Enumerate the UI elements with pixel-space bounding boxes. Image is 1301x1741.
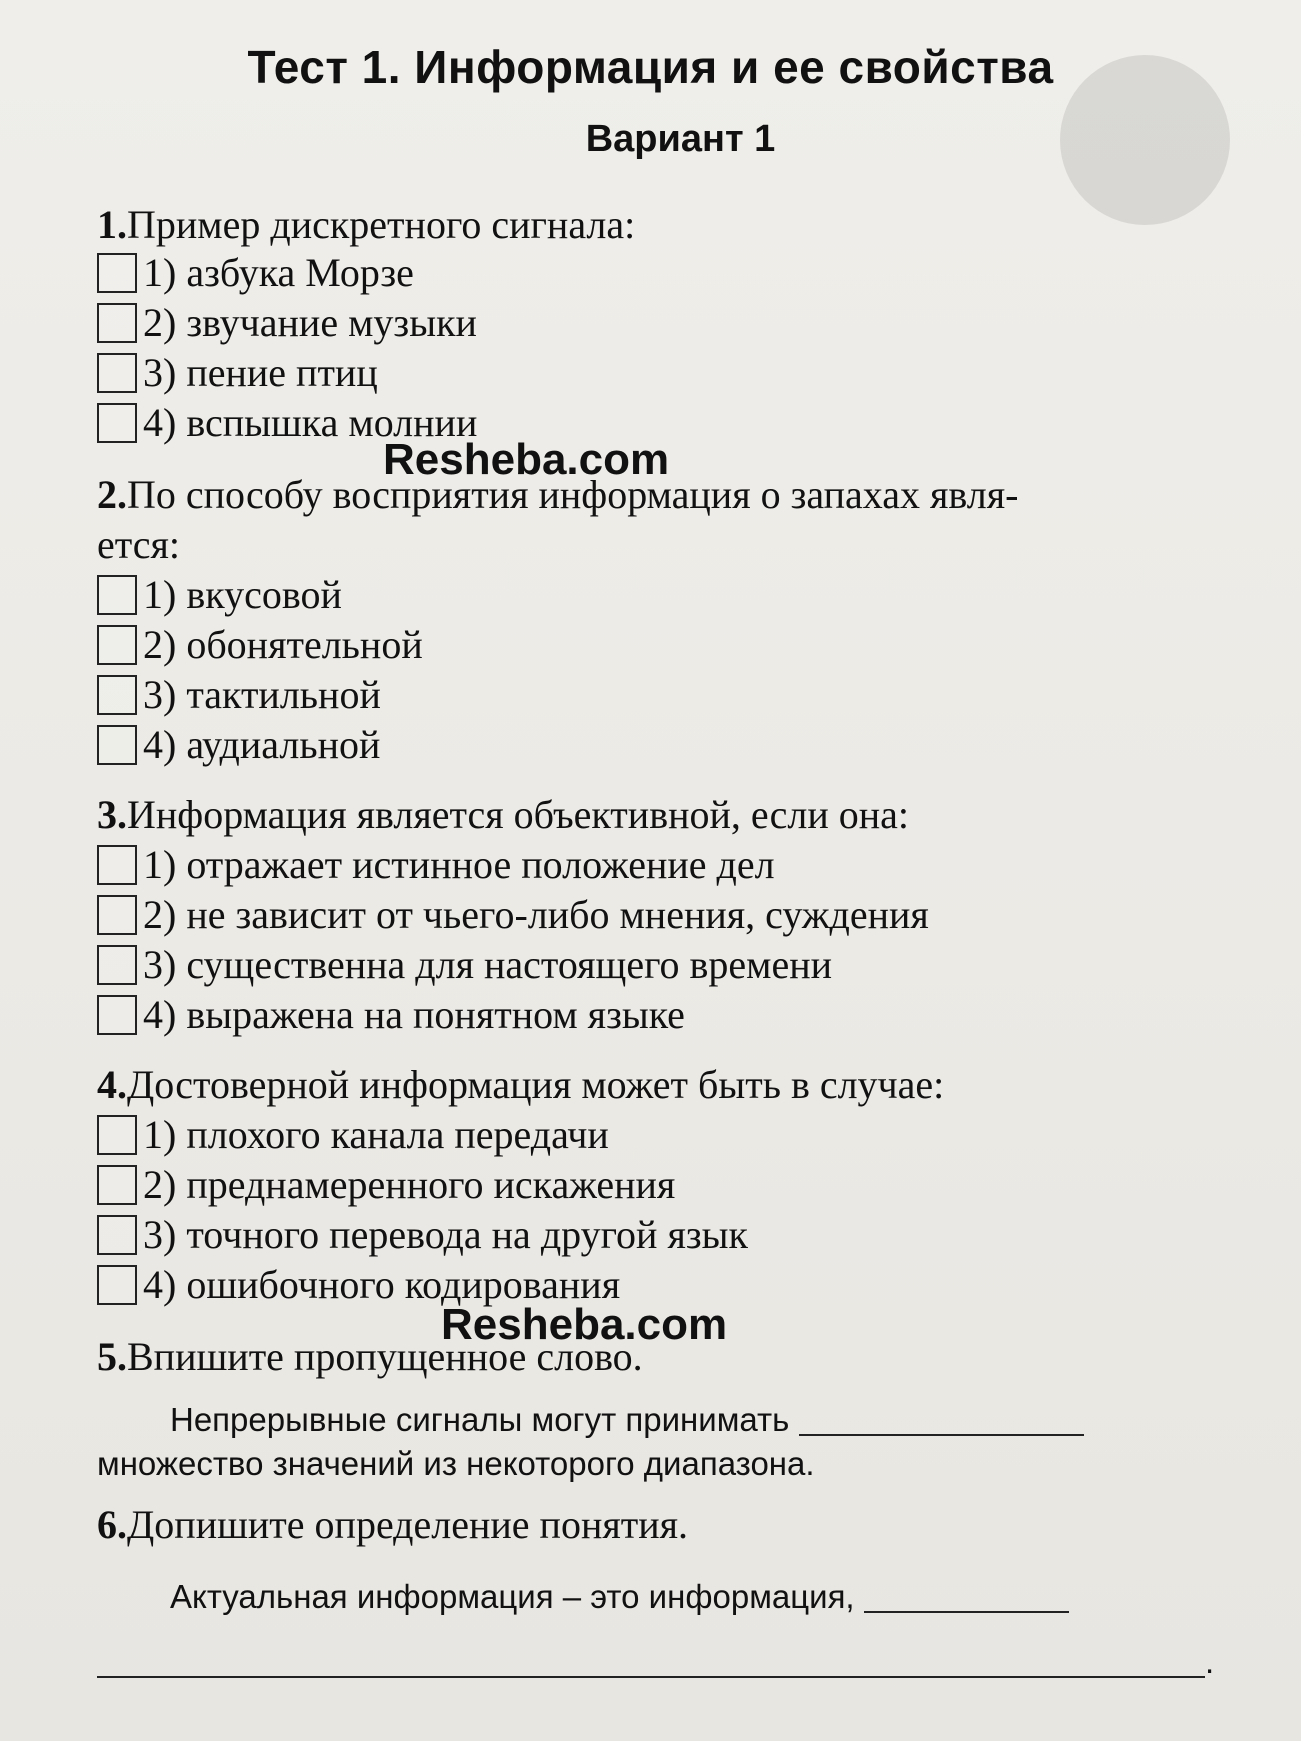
question-number: 1.: [97, 202, 127, 247]
checkbox[interactable]: [97, 675, 137, 715]
question-3: [97, 792, 910, 837]
q6-answer-blank-2[interactable]: [97, 1640, 1205, 1678]
option-label: 1) отражает истинное положение дел: [143, 842, 775, 887]
question-6: [97, 1502, 689, 1547]
question-text: По способу восприятия информация о запахах явля-: [127, 472, 1019, 517]
q3-option-4[interactable]: [97, 992, 685, 1037]
option-label: 2) звучание музыки: [143, 300, 477, 345]
q1-option-1[interactable]: [97, 250, 414, 295]
question-2-cont: ется:: [97, 522, 180, 567]
checkbox[interactable]: [97, 1265, 137, 1305]
question-text: Достоверной информация может быть в случае:: [127, 1062, 945, 1107]
q3-option-3[interactable]: [97, 942, 833, 987]
checkbox[interactable]: [97, 353, 137, 393]
checkbox[interactable]: [97, 845, 137, 885]
option-label: 4) аудиальной: [143, 722, 381, 767]
checkbox[interactable]: [97, 1215, 137, 1255]
checkbox[interactable]: [97, 945, 137, 985]
q6-answer-blank-1[interactable]: [864, 1575, 1069, 1613]
q4-option-3[interactable]: [97, 1212, 748, 1257]
checkbox[interactable]: [97, 995, 137, 1035]
q2-option-3[interactable]: [97, 672, 381, 717]
option-label: 2) обонятельной: [143, 622, 423, 667]
question-4: [97, 1062, 945, 1107]
option-label: 3) тактильной: [143, 672, 381, 717]
option-label: 4) выражена на понятном языке: [143, 992, 685, 1037]
q5-sentence-line-2: множество значений из некоторого диапазона.: [97, 1445, 815, 1482]
option-label: 4) вспышка молнии: [143, 400, 478, 445]
question-text: Допишите определение понятия.: [127, 1502, 689, 1547]
option-label: 1) вкусовой: [143, 572, 342, 617]
q4-option-1[interactable]: [97, 1112, 609, 1157]
question-number: 6.: [97, 1502, 127, 1547]
checkbox[interactable]: [97, 895, 137, 935]
q1-option-2[interactable]: [97, 300, 477, 345]
question-number: 5.: [97, 1334, 127, 1379]
question-text: Информация является объективной, если она:: [127, 792, 910, 837]
question-2: [97, 472, 1019, 517]
question-text: Пример дискретного сигнала:: [127, 202, 636, 247]
q2-option-1[interactable]: [97, 572, 342, 617]
q3-option-2[interactable]: [97, 892, 929, 937]
q2-option-4[interactable]: [97, 722, 381, 767]
q6-text-1: Актуальная информация – это информация,: [170, 1578, 855, 1615]
variant-heading: Вариант 1: [585, 118, 776, 160]
q1-option-3[interactable]: [97, 350, 378, 395]
q4-option-4[interactable]: [97, 1262, 621, 1307]
option-label: 3) существенна для настоящего времени: [143, 942, 833, 987]
question-1: [97, 202, 636, 247]
q2-option-2[interactable]: [97, 622, 423, 667]
checkbox[interactable]: [97, 1165, 137, 1205]
checkbox[interactable]: [97, 575, 137, 615]
watermark-2: Resheba.com: [441, 1300, 728, 1349]
watermark-1: Resheba.com: [383, 435, 670, 484]
checkbox[interactable]: [97, 1115, 137, 1155]
q6-sentence-line-2: [97, 1640, 1214, 1678]
option-label: 1) азбука Морзе: [143, 250, 414, 295]
option-label: 2) не зависит от чьего-либо мнения, суждения: [143, 892, 929, 937]
question-number: 2.: [97, 472, 127, 517]
option-label: 1) плохого канала передачи: [143, 1112, 609, 1157]
q6-sentence-line-1: [170, 1575, 1069, 1613]
question-5: [97, 1334, 643, 1379]
q3-option-1[interactable]: [97, 842, 775, 887]
q5-sentence-line-1: [170, 1398, 1084, 1436]
q4-option-2[interactable]: [97, 1162, 676, 1207]
checkbox[interactable]: [97, 303, 137, 343]
q5-answer-blank[interactable]: [799, 1398, 1084, 1436]
checkbox[interactable]: [97, 403, 137, 443]
question-text: Впишите пропущенное слово.: [127, 1334, 643, 1379]
checkbox[interactable]: [97, 253, 137, 293]
checkbox[interactable]: [97, 725, 137, 765]
q6-period: .: [1205, 1643, 1215, 1680]
checkbox[interactable]: [97, 625, 137, 665]
question-number: 4.: [97, 1062, 127, 1107]
q5-text-1: Непрерывные сигналы могут принимать: [170, 1401, 790, 1438]
option-label: 2) преднамеренного искажения: [143, 1162, 676, 1207]
option-label: 3) пение птиц: [143, 350, 378, 395]
question-number: 3.: [97, 792, 127, 837]
option-label: 4) ошибочного кодирования: [143, 1262, 621, 1307]
option-label: 3) точного перевода на другой язык: [143, 1212, 748, 1257]
page-title: Тест 1. Информация и ее свойства: [247, 41, 1054, 93]
